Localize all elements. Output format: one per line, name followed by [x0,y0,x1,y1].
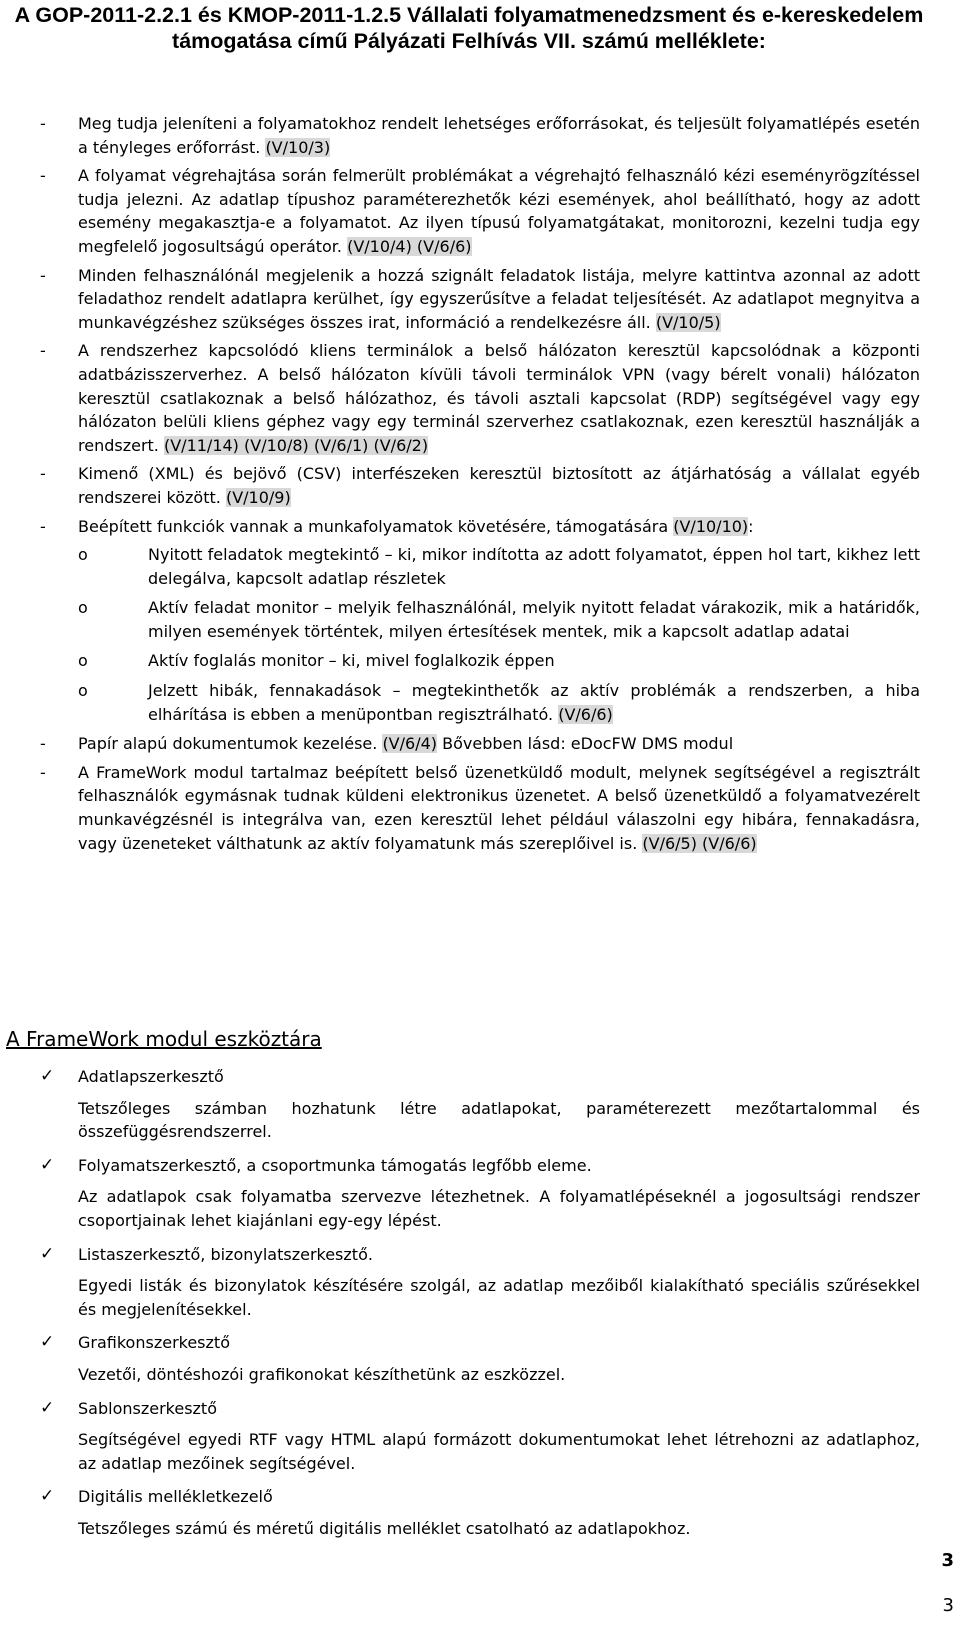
tool-name: Sablonszerkesztő [78,1398,217,1418]
page-title: A GOP-2011-2.2.1 és KMOP-2011-1.2.5 Vállalati folyamatmenedzsment és e-kereskedelem támogatása című Pályázati Felhívás VII. számú melléklete: [14,3,924,53]
sub-list-item: o Aktív foglalás monitor – ki, mivel foglalkozik éppen [78,651,555,671]
list-item [0,1243,960,1322]
sub-list-item: o Aktív feladat monitor – melyik felhasználónál, melyik nyitott feladat várakozik, mik a határidők, milyen események történtek, milyen értesítések mentek, mik a kapcsolt adatlap adatai [78,598,920,641]
checkmark-icon: ✓ [40,1066,55,1086]
tool-name: Adatlapszerkesztő [78,1067,224,1086]
toolbox-list [0,1065,960,1551]
tool-description: Az adatlapok csak folyamatba szervezve létezhetnek. A folyamatlépéseknél a jogosultsági rendszer csoportjainak lehet kiajánlani egy-egy lépést. [78,1187,920,1230]
side-number: 3 [941,1550,954,1571]
tool-name: Digitális mellékletkezelő [78,1487,273,1507]
tool-description: Segítségével egyedi RTF vagy HTML alapú formázott dokumentumokat lehet létrehozni az adatlaphoz, az adatlap mezőinek segítségével. [78,1430,920,1473]
tool-name: Folyamatszerkesztő, a csoportmunka támogatás legfőbb eleme. [78,1155,592,1175]
reference-tag: (V/10/9) [225,487,291,507]
reference-tag: (V/6/4) [382,734,438,754]
tool-description: Egyedi listák és bizonylatok készítésére szolgál, az adatlap mezőiből kialakítható speciális szűrésekkel és megjelenítésekkel. [78,1276,920,1319]
list-item [0,1331,960,1386]
list-item: - Kimenő (XML) és bejövő (CSV) interfészeken keresztül biztosított az átjárhatóság a vállalat egyéb rendszerei között. (V/10/9) [40,464,920,507]
sub-list-item: o Nyitott feladatok megtekintő – ki, mikor indította az adott folyamatot, éppen hol tart, kikhez lett delegálva, kapcsolt adatlap részletek [78,545,920,588]
tool-description: Tetszőleges számban hozhatunk létre adatlapokat, paraméterezett mezőtartalommal és összefüggésrendszerrel. [78,1098,920,1142]
checkmark-icon: ✓ [40,1486,55,1507]
list-item [0,1154,960,1233]
checkmark-icon: ✓ [40,1243,55,1264]
reference-tag: (V/6/6) [558,704,613,724]
reference-tag: (V/10/4) (V/6/6) [347,236,472,256]
reference-tag: (V/10/3) [265,137,331,157]
checkmark-icon: ✓ [40,1397,55,1418]
list-item: - A rendszerhez kapcsolódó kliens terminálok a belső hálózaton keresztül kapcsolódnak a központi adatbázisszerverhez. A belső hálózaton kívüli távoli terminálok VPN (vagy bérelt vonali) hálózaton keresztül csatlakoznak a belső hálózathoz, és távoli asztali kapcsolat (RDP) segítségével vagy egy hálózaton belüli kliens géphez vagy egy terminál szerverhez csatlakoznak, ezen keresztül használják a rendszert. (V/11/14) (V/10/8) (V/6/1) (V/6/2) [40,341,920,455]
checkmark-icon: ✓ [40,1332,55,1353]
checkmark-icon: ✓ [40,1154,55,1175]
tool-name: Listaszerkesztő, bizonylatszerkesztő. [78,1244,373,1264]
reference-tag: (V/11/14) (V/10/8) (V/6/1) (V/6/2) [163,435,429,455]
reference-tag: (V/10/5) [655,312,721,332]
sub-list-item: o Jelzett hibák, fennakadások – megtekinthetők az aktív problémák a rendszerben, a hiba elhárítása is ebben a menüpontban regisztrálható. (V/6/6) [78,681,920,724]
section-title: A FrameWork modul eszköztára [6,1027,322,1051]
tool-name: Grafikonszerkesztő [78,1333,230,1353]
page-number: 3 [942,1595,954,1616]
list-item: - Meg tudja jeleníteni a folyamatokhoz rendelt lehetséges erőforrásokat, és teljesült folyamatlépés esetén a tényleges erőforrást. (V/10/3) [40,114,920,157]
reference-tag: (V/10/10) [673,516,749,536]
list-item: - Beépített funkciók vannak a munkafolyamatok követésére, támogatására (V/10/10): [40,516,754,536]
tool-description: Vezetői, döntéshozói grafikonokat készíthetünk az eszközzel. [78,1364,566,1384]
list-item: - Minden felhasználónál megjelenik a hozzá szignált feladatok listája, melyre kattintva azonnal az adott feladathoz rendelt adatlapra kerülhet, így egyszerűsítve a feladat teljesítését. Az adatlapot megnyitva a munkavégzéshez szükséges összes irat, információ a rendelkezésre áll. (V/10/5) [40,265,920,332]
list-item [0,1065,960,1144]
reference-tag: (V/6/5) (V/6/6) [642,833,757,853]
requirements-list [0,112,960,860]
tool-description: Tetszőleges számú és méretű digitális melléklet csatolható az adatlapokhoz. [78,1518,691,1538]
list-item: - Papír alapú dokumentumok kezelése. (V/6/4) Bővebben lásd: eDocFW DMS modul [40,734,734,754]
list-item: - A folyamat végrehajtása során felmerült problémákat a végrehajtó felhasználó kézi eseményrögzítéssel tudja jelezni. Az adatlap típushoz paraméterezhetők kézi események, ahol beállítható, hogy az adott esemény megakasztja-e a folyamatot. Az ilyen típusú folyamatgátakat, monitorozni, kezelni tudja egy megfelelő jogosultságú operátor. (V/10/4) (V/6/6) [40,166,920,256]
list-item: - A FrameWork modul tartalmaz beépített belső üzenetküldő modult, melynek segítségével a regisztrált felhasználók egymásnak tudnak küldeni elektronikus üzenetet. A belső üzenetküldő a folyamatvezérelt munkavégzésnél is integrálva van, ezen keresztül lehet például válaszolni egy hibára, fennakadásra, vagy üzeneteket válthatunk az aktív folyamatunk más szereplőivel is. (V/6/5) (V/6/6) [40,762,920,853]
list-item [0,1485,960,1540]
list-item [0,1397,960,1476]
